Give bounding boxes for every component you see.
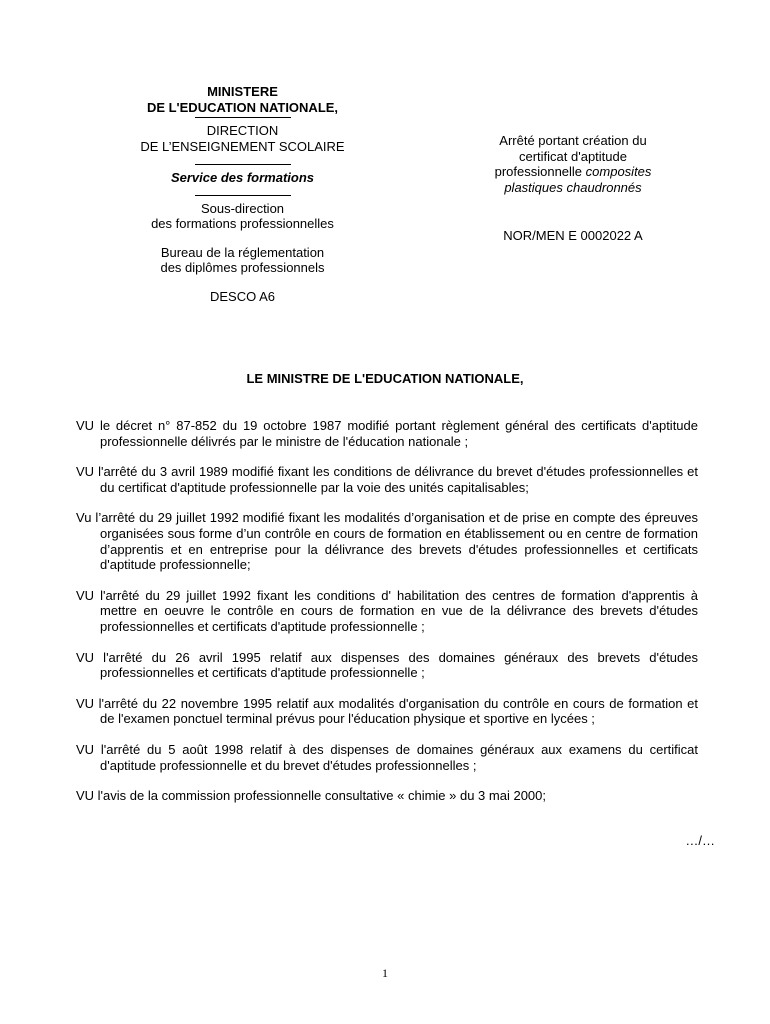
bureau-line-2: des diplômes professionnels [160,260,325,275]
subject-line-3 [478,164,668,180]
visa-paragraph: VU l'arrêté du 3 avril 1989 modifié fixant les conditions de délivrance du brevet d'études professionnelles et du certificat d'aptitude professionnelle par la voie des unités capitalisables; [76,464,698,495]
visa-paragraph: VU l'arrêté du 29 juillet 1992 fixant les conditions d' habilitation des centres de formation d'apprentis à mettre en oeuvre le contrôle en cours de formation en vue de la délivrance des brevets d'études professionnelles et certificats d'aptitude professionnelle ; [76,587,698,634]
subdirection-line-1: Sous-direction [200,200,285,216]
minister-heading: LE MINISTRE DE L'EDUCATION NATIONALE, [246,371,524,386]
visa-paragraph: VU l'arrêté du 5 août 1998 relatif à des dispenses de domaines généraux aux examens du certificat d'aptitude professionnelle et du brevet d'études professionnelles ; [76,741,698,773]
direction-line-1: DIRECTION [206,123,279,138]
visa-paragraph: VU l'avis de la commission professionnelle consultative « chimie » du 3 mai 2000; [76,788,546,804]
subdirection-line-2: des formations professionnelles [151,216,334,231]
office-code: DESCO A6 [209,288,276,304]
visa-list [76,418,698,819]
subject-line-3-plain: professionnelle [494,164,586,179]
subject-line-1: Arrêté portant création du [499,133,647,148]
visa-paragraph: Vu l’arrêté du 29 juillet 1992 modifié fixant les modalités d’organisation et de prise en compte des épreuves organisées sous forme d’un contrôle en cours de formation en établissement ou en centre de formation d’apprentis et en entreprise pour la délivrance des brevets d'études professionnelles et certificats d'aptitude professionnelle; [76,510,698,573]
visa-paragraph: VU l'arrêté du 22 novembre 1995 relatif aux modalités d'organisation du contrôle en cours de formation et de l'examen ponctuel terminal prévus pour l'éducation physique et sportive en lycées ; [76,695,698,727]
separator-rule [195,117,291,118]
separator-rule [195,195,291,196]
page-number: 1 [382,966,388,980]
separator-rule [195,164,291,165]
decree-subject-block [478,133,668,244]
ministry-line-2: DE L'EDUCATION NATIONALE, [146,99,339,115]
issuing-authority-block [100,84,385,304]
bureau-line-1: Bureau de la réglementation [160,244,325,260]
continuation-mark: …/… [685,833,715,848]
nor-reference: NOR/MEN E 0002022 A [503,228,643,243]
subject-line-3-italic: composites [585,164,652,179]
service-name: Service des formations [170,170,315,185]
direction-line-2: DE L’ENSEIGNEMENT SCOLAIRE [140,138,345,154]
subject-line-2: certificat d'aptitude [519,148,627,164]
visa-paragraph: VU le décret n° 87-852 du 19 octobre 1987 modifié portant règlement général des certificats d'aptitude professionnelle délivrés par le ministre de l'éducation nationale ; [76,418,698,449]
ministry-line-1: MINISTERE [207,84,278,99]
subject-line-4: plastiques chaudronnés [504,179,642,195]
visa-paragraph: VU l'arrêté du 26 avril 1995 relatif aux dispenses des domaines généraux des brevets d'études professionnelles et certificats d'aptitude professionnelle ; [76,649,698,681]
